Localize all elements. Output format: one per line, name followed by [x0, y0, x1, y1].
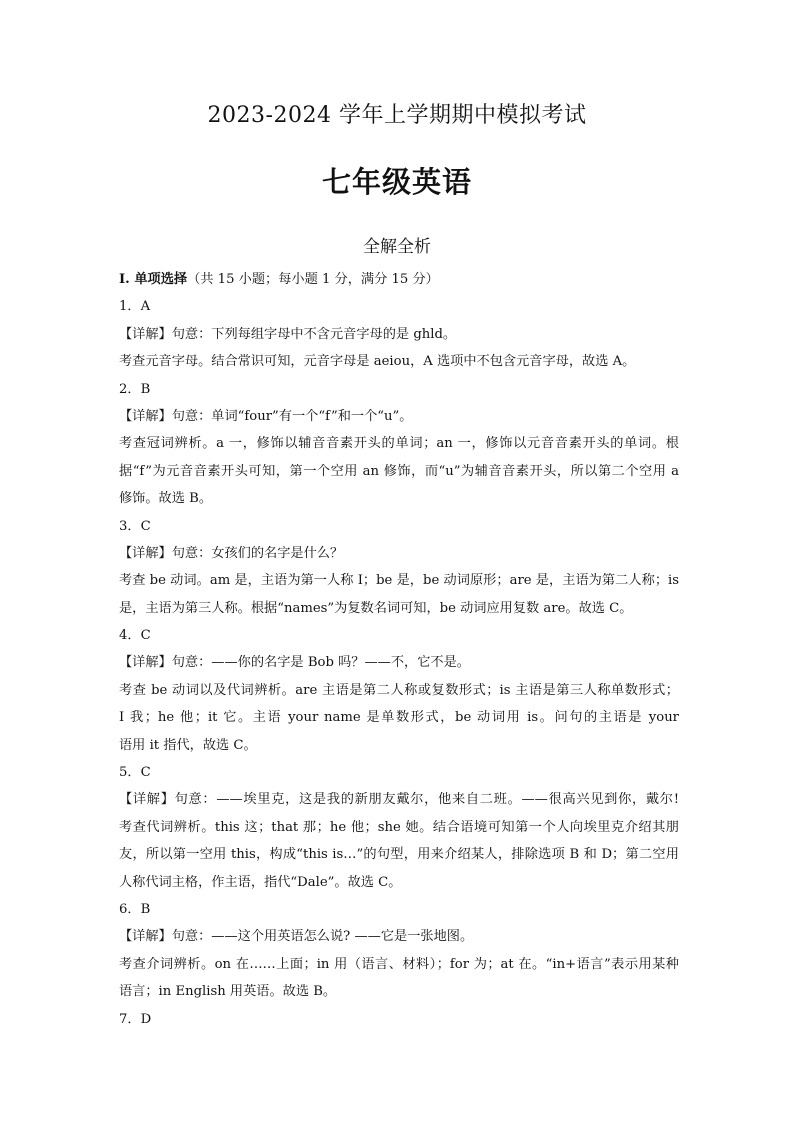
explanation-sentence: 【详解】句意：单词“four”有一个“f”和一个“u”。: [119, 408, 413, 424]
explanation-sentence: 【详解】句意：——埃里克，这是我的新朋友戴尔，他来自二班。——很高兴见到你，戴尔!: [119, 792, 679, 808]
section-note: （共 15 小题；每小题 1 分，满分 15 分）: [187, 272, 439, 287]
subject-title: 七年级英语: [321, 165, 472, 199]
answer-number: 5．C: [119, 765, 151, 781]
answer-number: 2．B: [119, 381, 151, 397]
explanation-sentence: 【详解】句意：下列每组字母中不含元音字母的是 ghld。: [119, 326, 457, 342]
explanation-sentence: 【详解】句意：——这个用英语怎么说? ——它是一张地图。: [119, 929, 474, 945]
explanation-text: 语言；in English 用英语。故选 B。: [119, 984, 337, 1000]
explanation-text: 人称代词主格，作主语，指代“Dale”。故选 C。: [119, 874, 402, 890]
explanation-text: 考查元音字母。结合常识可知，元音字母是 aeiou，A 选项中不包含元音字母，故选 A。: [119, 354, 636, 370]
explanation-text: 考查介词辨析。on 在……上面；in 用（语言、材料）；for 为；at 在。“in+语言”表示用某种: [119, 956, 679, 972]
explanation-text: 据“f”为元音音素开头可知，第一个空用 an 修饰，而“u”为辅音音素开头，所以第二个空用 a: [119, 463, 679, 479]
answer-number: 4．C: [119, 628, 151, 644]
section-heading: [119, 266, 679, 293]
explanation-text: 是，主语为第三人称。根据“names”为复数名词可知，be 动词应用复数 are。故选 C。: [119, 600, 633, 616]
explanation-sentence: 【详解】句意：——你的名字是 Bob 吗？——不，它不是。: [119, 655, 470, 671]
answer-content: [119, 266, 679, 1033]
explanation-sentence: 【详解】句意：女孩们的名字是什么？: [119, 545, 344, 561]
explanation-text: 考查 be 动词以及代词辨析。are 主语是第二人称或复数形式；is 主语是第三人称单数形式；: [119, 682, 679, 698]
explanation-text: 修饰。故选 B。: [119, 491, 213, 507]
subtitle: 全解全析: [363, 237, 431, 257]
answer-number: 6．B: [119, 901, 151, 917]
answer-number: 7．D: [119, 1011, 152, 1027]
answer-number: 1．A: [119, 299, 151, 315]
section-label: I. 单项选择: [119, 272, 188, 287]
explanation-text: 友，所以第一空用 this，构成“this is…”的句型，用来介绍某人，排除选项 B 和 D；第二空用: [119, 847, 679, 863]
answer-number: 3．C: [119, 518, 151, 534]
explanation-text: 考查 be 动词。am 是，主语为第一人称 I；be 是，be 动词原形；are 是，主语为第二人称；is: [119, 573, 679, 589]
explanation-text: I 我；he 他；it 它。主语 your name 是单数形式，be 动词用 is。问句的主语是 your: [119, 710, 679, 726]
explanation-text: 考查代词辨析。this 这；that 那；he 他；she 她。结合语境可知第一个人向埃里克介绍其朋: [119, 819, 679, 835]
explanation-text: 语用 it 指代，故选 C。: [119, 737, 257, 753]
explanation-text: 考查冠词辨析。a 一，修饰以辅音音素开头的单词；an 一，修饰以元音音素开头的单词。根: [119, 436, 679, 452]
exam-title: 2023-2024 学年上学期期中模拟考试: [207, 103, 587, 128]
